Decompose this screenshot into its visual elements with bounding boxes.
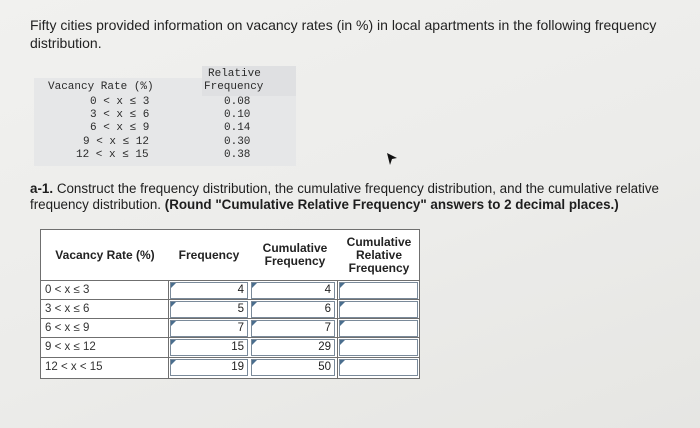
question-a1	[30, 181, 690, 213]
cumulative-relative-frequency-input[interactable]	[339, 359, 418, 376]
question-instruction: (Round "Cumulative Relative Frequency" answers to 2 decimal places.)	[164, 197, 619, 212]
given-range: 12 < x ≤ 15	[76, 149, 149, 161]
problem-intro: Fifty cities provided information on vacancy rates (in %) in local apartments in the following frequency distribution.	[30, 17, 657, 51]
frequency-input[interactable]: 5	[170, 301, 248, 318]
frequency-input[interactable]: 4	[170, 282, 248, 299]
given-rel-freq: 0.14	[224, 122, 251, 134]
given-range: 0 < x ≤ 3	[90, 96, 150, 108]
row-range: 6 < x ≤ 9	[45, 322, 90, 334]
cumulative-relative-frequency-input[interactable]	[339, 320, 418, 337]
frequency-input[interactable]: 19	[170, 359, 248, 376]
given-header-frequency: Frequency	[204, 81, 264, 93]
question-text: Construct the frequency distribution, the cumulative frequency distribution, and the cumulative relative frequency distribution.	[30, 181, 659, 212]
cumulative-frequency-input[interactable]: 7	[251, 320, 335, 337]
cumulative-relative-frequency-input[interactable]	[339, 339, 418, 356]
given-rel-freq: 0.08	[224, 96, 251, 108]
given-rel-freq: 0.10	[224, 109, 251, 121]
frequency-input[interactable]: 15	[170, 339, 248, 356]
given-rel-freq: 0.30	[224, 136, 251, 148]
header-cumulative-relative-frequency: Cumulative Relative Frequency	[346, 234, 412, 275]
row-range: 9 < x ≤ 12	[45, 341, 96, 353]
cumulative-frequency-input[interactable]: 6	[251, 301, 335, 318]
given-range: 3 < x ≤ 6	[90, 109, 150, 121]
given-header-vacancy-rate: Vacancy Rate (%)	[48, 81, 154, 93]
mouse-cursor-icon	[386, 152, 398, 166]
cumulative-relative-frequency-input[interactable]	[339, 282, 418, 299]
header-frequency: Frequency	[178, 247, 240, 262]
header-vacancy-rate: Vacancy Rate (%)	[55, 247, 155, 262]
given-header-relative: Relative	[208, 68, 261, 80]
cumulative-frequency-input[interactable]: 50	[251, 359, 335, 376]
given-rel-freq: 0.38	[224, 149, 251, 161]
cumulative-frequency-input[interactable]: 29	[251, 339, 335, 356]
cumulative-relative-frequency-input[interactable]	[339, 301, 418, 318]
given-range: 9 < x ≤ 12	[83, 136, 150, 148]
cumulative-frequency-input[interactable]: 4	[251, 282, 335, 299]
frequency-input[interactable]: 7	[170, 320, 248, 337]
given-range: 6 < x ≤ 9	[90, 122, 150, 134]
header-cumulative-frequency: Cumulative Frequency	[262, 241, 328, 268]
question-label: a-1.	[30, 181, 54, 196]
answer-table	[40, 229, 420, 379]
row-range: 3 < x ≤ 6	[45, 303, 90, 315]
row-range: 12 < x < 15	[45, 361, 103, 373]
row-range: 0 < x ≤ 3	[45, 284, 90, 296]
